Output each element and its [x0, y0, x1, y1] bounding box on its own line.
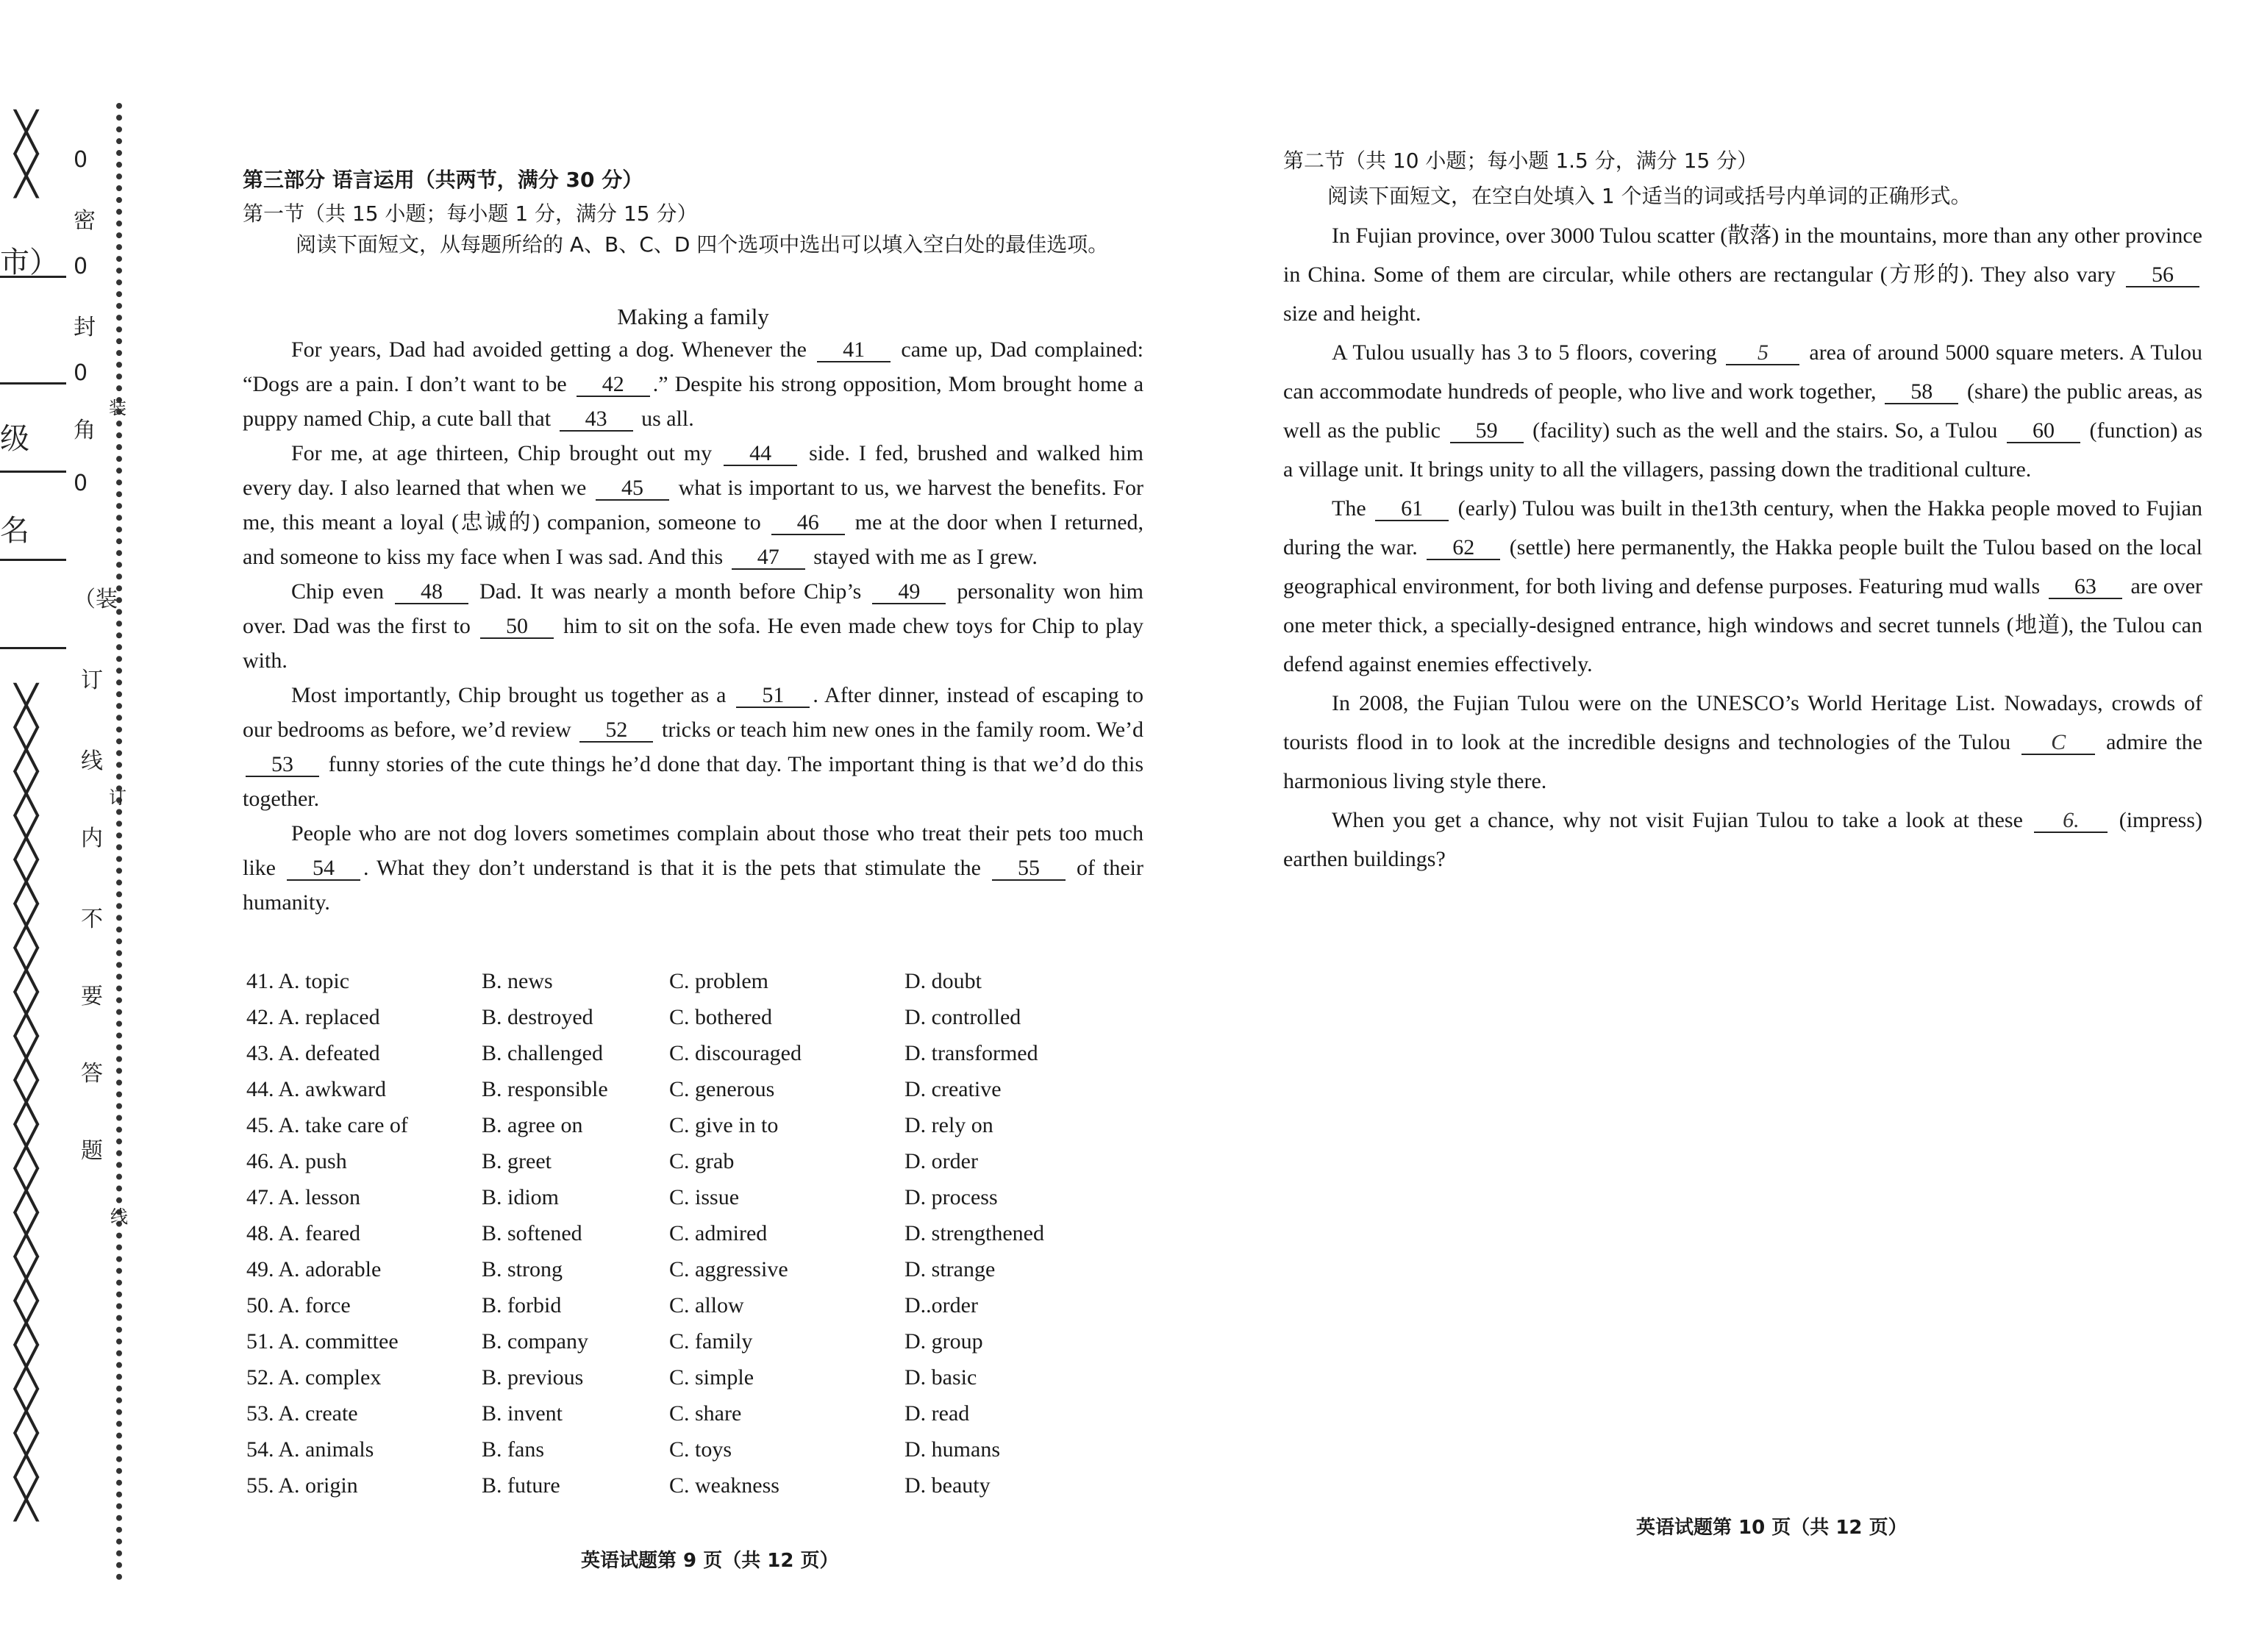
- form-field-label: 级: [0, 422, 29, 456]
- option-row: [246, 1359, 1114, 1395]
- option-b[interactable]: [482, 1215, 669, 1251]
- option-d[interactable]: [904, 999, 1114, 1035]
- section-heading: 第三部分 语言运用（共两节，满分 30 分）: [243, 168, 643, 192]
- option-text: D. group: [904, 1329, 983, 1354]
- option-c[interactable]: [669, 999, 904, 1035]
- option-d[interactable]: [904, 1251, 1114, 1287]
- option-d[interactable]: [904, 1071, 1114, 1107]
- option-a[interactable]: [246, 1143, 482, 1179]
- option-d[interactable]: [904, 1431, 1114, 1467]
- margin-label: 0: [74, 360, 88, 386]
- cloze-passage: [243, 332, 1143, 920]
- option-text: B. forbid: [482, 1292, 562, 1317]
- option-c[interactable]: [669, 1323, 904, 1359]
- question-number: 53.: [246, 1401, 274, 1426]
- paragraph: Chip even 48 Dad. It was nearly a month before Chip’s 49 personality won him over. Dad was the first to 50 him to sit on the sofa. He even made chew toys for Chip to play with.: [243, 579, 1143, 673]
- option-text: B. agree on: [482, 1112, 583, 1137]
- option-text: A. animals: [278, 1437, 374, 1462]
- option-text: C. problem: [669, 968, 768, 993]
- margin-label: 封: [74, 315, 96, 340]
- paragraph: For years, Dad had avoided getting a dog. Whenever the 41 came up, Dad complained: “Dogs are a pain. I don’t want to be 42 .” Despite his strong opposition, Mom brought home a puppy named Chip, a cute ball that 43 us all.: [243, 337, 1144, 431]
- blank-47[interactable]: 47: [732, 546, 805, 570]
- option-b[interactable]: [482, 1287, 669, 1323]
- form-field-line: [0, 647, 66, 649]
- instruction-text: 阅读下面短文，从每题所给的 A、B、C、D 四个选项中选出可以填入空白处的最佳选项。: [296, 232, 1109, 257]
- option-text: A. complex: [278, 1365, 382, 1390]
- option-text: D. basic: [904, 1365, 977, 1390]
- option-text: C. simple: [669, 1365, 754, 1390]
- option-d[interactable]: [904, 1143, 1114, 1179]
- option-text: A. awkward: [278, 1076, 386, 1101]
- option-text: D..order: [904, 1292, 978, 1317]
- option-text: D. read: [904, 1401, 970, 1426]
- option-text: A. defeated: [278, 1040, 380, 1065]
- option-row: [246, 1215, 1114, 1251]
- question-number: 44.: [246, 1076, 274, 1101]
- instruction: [243, 228, 1143, 262]
- paragraph: Most importantly, Chip brought us together as a 51 . After dinner, instead of escaping to our bedrooms as before, we’d review 52 tricks or teach him new ones in the family room. We’d 53 funny stories of the cute things he’d done that day. The important thing is that we’d do this together.: [243, 683, 1144, 811]
- margin-label: 内: [81, 826, 103, 851]
- paragraph: People who are not dog lovers sometimes complain about those who treat their pets too much like 54 . What they don’t understand is that it is the pets that stimulate the 55 of their humanity.: [243, 821, 1143, 915]
- option-text: C. weakness: [669, 1473, 779, 1498]
- x-mark-column-top: ╳ ╳: [15, 110, 34, 199]
- option-a[interactable]: [246, 1287, 482, 1323]
- blank-44[interactable]: 44: [724, 443, 797, 466]
- blank-52[interactable]: 52: [579, 719, 653, 743]
- blank-57[interactable]: 5: [1726, 342, 1799, 365]
- binding-margin: [0, 0, 140, 1652]
- option-text: D. strengthened: [904, 1220, 1044, 1245]
- option-c[interactable]: [669, 963, 904, 999]
- option-row: [246, 1179, 1114, 1215]
- option-c[interactable]: [669, 1215, 904, 1251]
- margin-label: 订: [109, 787, 126, 808]
- passage-title: Making a family: [617, 304, 769, 329]
- option-row: [246, 1323, 1114, 1359]
- margin-label: 答: [81, 1061, 103, 1087]
- option-row: [246, 1251, 1114, 1287]
- option-text: A. feared: [278, 1220, 360, 1245]
- option-c[interactable]: [669, 1251, 904, 1287]
- option-text: D. order: [904, 1148, 978, 1173]
- option-text: B. strong: [482, 1256, 563, 1281]
- blank-53[interactable]: 53: [246, 754, 319, 777]
- blank-58[interactable]: 58: [1885, 381, 1958, 404]
- option-text: D. doubt: [904, 968, 982, 993]
- question-number: 45.: [246, 1112, 274, 1137]
- option-c[interactable]: [669, 1431, 904, 1467]
- form-field-label: 名: [0, 514, 29, 548]
- option-text: C. allow: [669, 1292, 744, 1317]
- option-d[interactable]: [904, 1287, 1114, 1323]
- option-b[interactable]: [482, 1035, 669, 1071]
- blank-65[interactable]: 6.: [2034, 809, 2108, 833]
- margin-label: 角: [74, 418, 96, 443]
- blank-56[interactable]: 56: [2126, 264, 2199, 287]
- option-d[interactable]: [904, 1467, 1114, 1503]
- blank-46[interactable]: 46: [771, 512, 845, 535]
- margin-label: 订: [81, 668, 103, 693]
- option-text: C. grab: [669, 1148, 735, 1173]
- blank-42[interactable]: 42: [577, 373, 650, 397]
- blank-62[interactable]: 62: [1427, 537, 1500, 560]
- option-a[interactable]: [246, 1323, 482, 1359]
- option-text: B. invent: [482, 1401, 563, 1426]
- option-a[interactable]: [246, 1251, 482, 1287]
- page-footer: 英语试题第 10 页（共 12 页）: [1636, 1517, 1908, 1539]
- option-b[interactable]: [482, 1251, 669, 1287]
- option-d[interactable]: [904, 1215, 1114, 1251]
- option-b[interactable]: [482, 1107, 669, 1143]
- option-row: [246, 1287, 1114, 1323]
- option-text: B. destroyed: [482, 1004, 593, 1029]
- blank-54[interactable]: 54: [287, 857, 360, 881]
- option-b[interactable]: [482, 963, 669, 999]
- x-mark-column-bottom: ╳ ╳ ╳ ╳ ╳ ╳ ╳ ╳ ╳ ╳ ╳ ╳ ╳ ╳ ╳ ╳ ╳ ╳ ╳: [15, 684, 34, 1522]
- option-text: A. create: [278, 1401, 358, 1426]
- option-c[interactable]: [669, 1287, 904, 1323]
- option-text: A. committee: [278, 1329, 399, 1354]
- question-number: 49.: [246, 1256, 274, 1281]
- subsection-heading: 第一节（共 15 小题；每小题 1 分，满分 15 分）: [243, 201, 698, 226]
- option-c[interactable]: [669, 1395, 904, 1431]
- option-text: A. origin: [278, 1473, 358, 1498]
- option-b[interactable]: [482, 999, 669, 1035]
- option-b[interactable]: [482, 1179, 669, 1215]
- option-text: B. company: [482, 1329, 588, 1354]
- option-text: A. force: [278, 1292, 351, 1317]
- question-number: 54.: [246, 1437, 274, 1462]
- option-b[interactable]: [482, 1359, 669, 1395]
- option-text: C. give in to: [669, 1112, 779, 1137]
- option-row: [246, 1107, 1114, 1143]
- option-text: D. transformed: [904, 1040, 1038, 1065]
- option-a[interactable]: [246, 1107, 482, 1143]
- blank-50[interactable]: 50: [480, 615, 554, 639]
- option-d[interactable]: [904, 963, 1114, 999]
- option-d[interactable]: [904, 1035, 1114, 1071]
- option-row: [246, 999, 1114, 1035]
- option-a[interactable]: [246, 1395, 482, 1431]
- blank-45[interactable]: 45: [596, 477, 669, 501]
- paragraph: In 2008, the Fujian Tulou were on the UNESCO’s World Heritage List. Nowadays, crowds of tourists flood in to look at the incredible designs and technologies of the Tulou C admire the harmonious living style there.: [1283, 691, 2203, 793]
- question-number: 52.: [246, 1365, 274, 1390]
- margin-label: 密: [74, 208, 96, 234]
- option-c[interactable]: [669, 1359, 904, 1395]
- option-c[interactable]: [669, 1179, 904, 1215]
- subsection-heading: 第二节（共 10 小题；每小题 1.5 分，满分 15 分）: [1283, 149, 1758, 173]
- paragraph: For me, at age thirteen, Chip brought out my 44 side. I fed, brushed and walked him every day. I also learned that when we 45 what is important to us, we harvest the benefits. For me, this meant a loyal (忠诚的) companion, someone to 46 me at the door when I returned, and someone to kiss my face when I was sad. And this 47 stayed with me as I grew.: [243, 441, 1144, 569]
- blank-51[interactable]: 51: [736, 684, 810, 708]
- question-number: 47.: [246, 1184, 274, 1209]
- blank-61[interactable]: 61: [1375, 498, 1449, 521]
- margin-label: 要: [81, 984, 103, 1009]
- option-a[interactable]: [246, 1071, 482, 1107]
- option-text: D. humans: [904, 1437, 1000, 1462]
- option-d[interactable]: [904, 1323, 1114, 1359]
- option-text: C. share: [669, 1401, 742, 1426]
- option-text: C. family: [669, 1329, 753, 1354]
- blank-48[interactable]: 48: [395, 581, 468, 604]
- question-number: 50.: [246, 1292, 274, 1317]
- option-text: A. take care of: [278, 1112, 408, 1137]
- option-a[interactable]: [246, 1467, 482, 1503]
- option-a[interactable]: [246, 963, 482, 999]
- option-text: D. process: [904, 1184, 998, 1209]
- margin-label: （装: [74, 587, 118, 612]
- option-text: A. push: [278, 1148, 347, 1173]
- option-text: C. admired: [669, 1220, 768, 1245]
- question-number: 46.: [246, 1148, 274, 1173]
- option-d[interactable]: [904, 1395, 1114, 1431]
- blank-55[interactable]: 55: [992, 857, 1066, 881]
- option-c[interactable]: [669, 1143, 904, 1179]
- option-a[interactable]: [246, 1359, 482, 1395]
- option-a[interactable]: [246, 1035, 482, 1071]
- option-text: B. fans: [482, 1437, 544, 1462]
- option-row: [246, 1395, 1114, 1431]
- blank-64[interactable]: C: [2021, 732, 2095, 755]
- option-text: B. responsible: [482, 1076, 608, 1101]
- option-text: D. creative: [904, 1076, 1002, 1101]
- option-text: C. bothered: [669, 1004, 772, 1029]
- page-footer: 英语试题第 9 页（共 12 页）: [581, 1550, 839, 1572]
- option-row: [246, 963, 1114, 999]
- option-row: [246, 1071, 1114, 1107]
- paragraph: The 61 (early) Tulou was built in the13th century, when the Hakka people moved to Fujian during the war. 62 (settle) here permanently, the Hakka people built the Tulou based on the local geographical environment, for both living and defense purposes. Featuring mud walls 63 are over one meter thick, a specially-designed entrance, high windows and secret tunnels (地道), the Tulou can defend against enemies effectively.: [1283, 496, 2203, 676]
- question-number: 51.: [246, 1329, 274, 1354]
- question-number: 42.: [246, 1004, 274, 1029]
- question-number: 43.: [246, 1040, 274, 1065]
- option-text: B. challenged: [482, 1040, 603, 1065]
- option-c[interactable]: [669, 1467, 904, 1503]
- option-d[interactable]: [904, 1107, 1114, 1143]
- blank-60[interactable]: 60: [2007, 420, 2080, 443]
- option-text: C. discouraged: [669, 1040, 802, 1065]
- question-number: 41.: [246, 968, 274, 993]
- margin-label: 不: [81, 907, 103, 932]
- blank-43[interactable]: 43: [560, 408, 633, 432]
- option-b[interactable]: [482, 1323, 669, 1359]
- option-text: A. adorable: [278, 1256, 382, 1281]
- option-row: [246, 1431, 1114, 1467]
- question-number: 48.: [246, 1220, 274, 1245]
- option-text: D. controlled: [904, 1004, 1021, 1029]
- binding-dotted-line: [116, 103, 122, 1581]
- option-a[interactable]: [246, 1215, 482, 1251]
- margin-label: 线: [81, 748, 103, 774]
- option-d[interactable]: [904, 1359, 1114, 1395]
- options-table: [246, 963, 1114, 1503]
- option-text: C. aggressive: [669, 1256, 788, 1281]
- option-text: B. idiom: [482, 1184, 560, 1209]
- option-text: D. beauty: [904, 1473, 991, 1498]
- option-row: [246, 1035, 1114, 1071]
- instruction-text: 阅读下面短文，在空白处填入 1 个适当的词或括号内单词的正确形式。: [1327, 184, 1971, 208]
- blank-59[interactable]: 59: [1450, 420, 1524, 443]
- option-text: A. topic: [278, 968, 350, 993]
- option-text: C. generous: [669, 1076, 775, 1101]
- form-field-label: 市）: [0, 246, 59, 279]
- option-b[interactable]: [482, 1071, 669, 1107]
- instruction: [1283, 179, 2202, 213]
- option-text: B. news: [482, 968, 553, 993]
- blank-49[interactable]: 49: [872, 581, 946, 604]
- option-b[interactable]: [482, 1431, 669, 1467]
- option-text: D. rely on: [904, 1112, 993, 1137]
- option-b[interactable]: [482, 1467, 669, 1503]
- margin-label: 装: [109, 398, 126, 418]
- margin-label: 0: [74, 147, 88, 173]
- option-text: B. future: [482, 1473, 560, 1498]
- question-number: 55.: [246, 1473, 274, 1498]
- blank-41[interactable]: 41: [817, 339, 891, 362]
- blank-63[interactable]: 63: [2049, 576, 2122, 599]
- option-text: D. strange: [904, 1256, 996, 1281]
- margin-label: 题: [81, 1138, 103, 1164]
- option-text: B. greet: [482, 1148, 552, 1173]
- option-b[interactable]: [482, 1143, 669, 1179]
- paragraph: In Fujian province, over 3000 Tulou scatter (散落) in the mountains, more than any other province in China. Some of them are circular, while others are rectangular (方形的). They also vary 56 size and height.: [1283, 224, 2202, 326]
- option-c[interactable]: [669, 1071, 904, 1107]
- option-c[interactable]: [669, 1107, 904, 1143]
- form-field-line: [0, 382, 66, 385]
- option-text: C. toys: [669, 1437, 732, 1462]
- option-a[interactable]: [246, 1179, 482, 1215]
- grammar-fill-passage: [1283, 216, 2202, 879]
- form-field-line: [0, 559, 66, 561]
- option-a[interactable]: [246, 1431, 482, 1467]
- option-c[interactable]: [669, 1035, 904, 1071]
- margin-label: 线: [110, 1206, 128, 1227]
- option-text: B. softened: [482, 1220, 582, 1245]
- option-text: B. previous: [482, 1365, 584, 1390]
- margin-label: 0: [74, 254, 88, 279]
- option-a[interactable]: [246, 999, 482, 1035]
- option-text: A. lesson: [278, 1184, 361, 1209]
- paragraph: A Tulou usually has 3 to 5 floors, covering 5 area of around 5000 square meters. A Tulou can accommodate hundreds of people, who live and work together, 58 (share) the public areas, as well as the public 59 (facility) such as the well and the stairs. So, a Tulou 60 (function) as a village unit. It brings unity to all the villagers, passing down the traditional culture.: [1283, 340, 2203, 482]
- option-text: C. issue: [669, 1184, 740, 1209]
- paragraph: When you get a chance, why not visit Fujian Tulou to take a look at these 6. (impress) earthen buildings?: [1283, 808, 2203, 871]
- option-row: [246, 1467, 1114, 1503]
- option-text: A. replaced: [278, 1004, 380, 1029]
- option-d[interactable]: [904, 1179, 1114, 1215]
- option-row: [246, 1143, 1114, 1179]
- form-field-line: [0, 471, 66, 473]
- option-b[interactable]: [482, 1395, 669, 1431]
- margin-label: 0: [74, 471, 88, 496]
